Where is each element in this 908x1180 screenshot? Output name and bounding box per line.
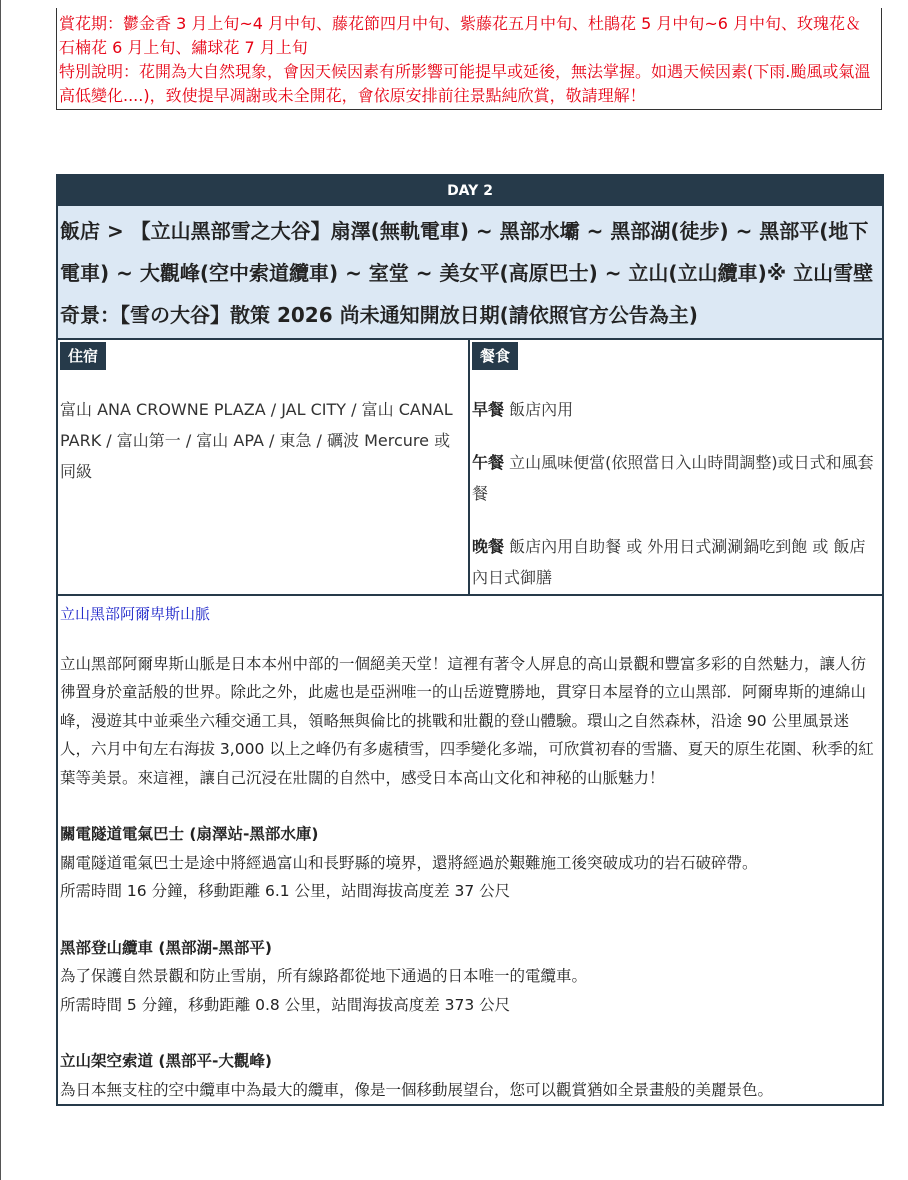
lodging-meals-row <box>58 340 882 596</box>
transport-item-stats: 所需時間 16 分鐘，移動距離 6.1 公里，站間海拔高度差 37 公尺 <box>60 882 511 900</box>
transport-item-desc: 為日本無支柱的空中纜車中為最大的纜車，像是一個移動展望台，您可以觀賞猶如全景畫般的美麗景色。 <box>60 1080 774 1099</box>
breakfast-value: 飯店內用 <box>509 400 574 419</box>
lunch-value: 立山風味便當(依照當日入山時間調整)或日式和風套餐 <box>472 453 874 503</box>
dinner-line <box>472 531 882 593</box>
dinner-value: 飯店內用自助餐 或 外用日式涮涮鍋吃到飽 或 飯店內日式御膳 <box>472 537 866 587</box>
transport-item-desc: 關電隧道電氣巴士是途中將經過富山和長野縣的境界，還將經過於艱難施工後突破成功的岩石破碎帶。 <box>60 853 758 872</box>
day-itinerary-table <box>56 174 884 1106</box>
section-intro: 立山黑部阿爾卑斯山脈是日本本州中部的一個絕美天堂！這裡有著令人屏息的高山景觀和豐富多彩的自然魅力，讓人彷彿置身於童話般的世界。除此之外，此處也是亞洲唯一的山岳遊覽勝地，貫穿日本屋脊的立山黑部．阿爾卑斯的連綿山峰，漫遊其中並乘坐六種交通工具，領略無與倫比的挑戰和壯觀的登山體驗。環山之自然森林，沿途 90 公里風景迷人，六月中旬左右海拔 3,000 以上之峰仍有多處積雪，四季變化多端，可欣賞初春的雪牆、夏天的原生花園、秋季的紅葉等美景。來這裡，讓自己沉浸在壯闊的自然中，感受日本高山文化和神秘的山脈魅力！ <box>60 654 874 787</box>
lunch-line <box>472 447 882 509</box>
transport-item-stats: 所需時間 5 分鐘，移動距離 0.8 公里，站間海拔高度差 373 公尺 <box>60 995 511 1014</box>
transport-item-title: 黑部登山纜車 (黑部湖-黑部平) <box>60 938 272 957</box>
breakfast-line <box>472 394 882 425</box>
special-note-text: 特別說明：花開為大自然現象，會因天候因素有所影響可能提早或延後，無法掌握。如遇天候因素(下雨.颱風或氣溫高低變化....)，致使提早凋謝或未全開花，會依原安排前往景點純欣賞，敬請理解！ <box>59 62 871 105</box>
meals-tag: 餐食 <box>472 342 518 370</box>
transport-item-desc: 為了保護自然景觀和防止雪崩，所有線路都從地下通過的日本唯一的電纜車。 <box>60 967 588 985</box>
page-left-border <box>0 0 1 1180</box>
transport-item-title: 關電隧道電氣巴士 (扇澤站-黑部水庫) <box>60 825 319 843</box>
attraction-detail <box>58 596 882 1104</box>
day-label: DAY 2 <box>58 176 882 206</box>
dinner-label: 晚餐 <box>472 537 505 556</box>
transport-item-title: 立山架空索道 (黑部平-大觀峰) <box>60 1052 272 1070</box>
section-title: 立山黑部阿爾卑斯山脈 <box>60 605 211 623</box>
breakfast-label: 早餐 <box>472 400 505 419</box>
meals-cell <box>470 340 882 594</box>
day-route-title: 飯店 > 【立山黑部雪之大谷】扇澤(無軌電車) ~ 黑部水壩 ~ 黑部湖(徒步) ~ 黑部平(地下電車) ~ 大觀峰(空中索道纜車) ~ 室堂 ~ 美女平(高原巴士) ~ 立山(立山纜車)※ 立山雪壁奇景：【雪の大谷】散策 2026 尚未通知開放日期(請依照官方公告為主) <box>58 206 882 340</box>
lodging-cell <box>58 340 470 594</box>
lunch-label: 午餐 <box>472 453 505 472</box>
lodging-tag: 住宿 <box>60 342 106 370</box>
lodging-hotels: 富山 ANA CROWNE PLAZA / JAL CITY / 富山 CANAL PARK / 富山第一 / 富山 APA / 東急 / 礪波 Mercure 或同級 <box>60 400 453 481</box>
flower-season-notice <box>56 8 882 110</box>
bloom-period-text: 賞花期：鬱金香 3 月上旬~4 月中旬、藤花節四月中旬、紫藤花五月中旬、杜鵑花 5 月中旬~6 月中旬、玫瑰花＆石楠花 6 月上旬、繡球花 7 月上旬 <box>59 14 862 57</box>
